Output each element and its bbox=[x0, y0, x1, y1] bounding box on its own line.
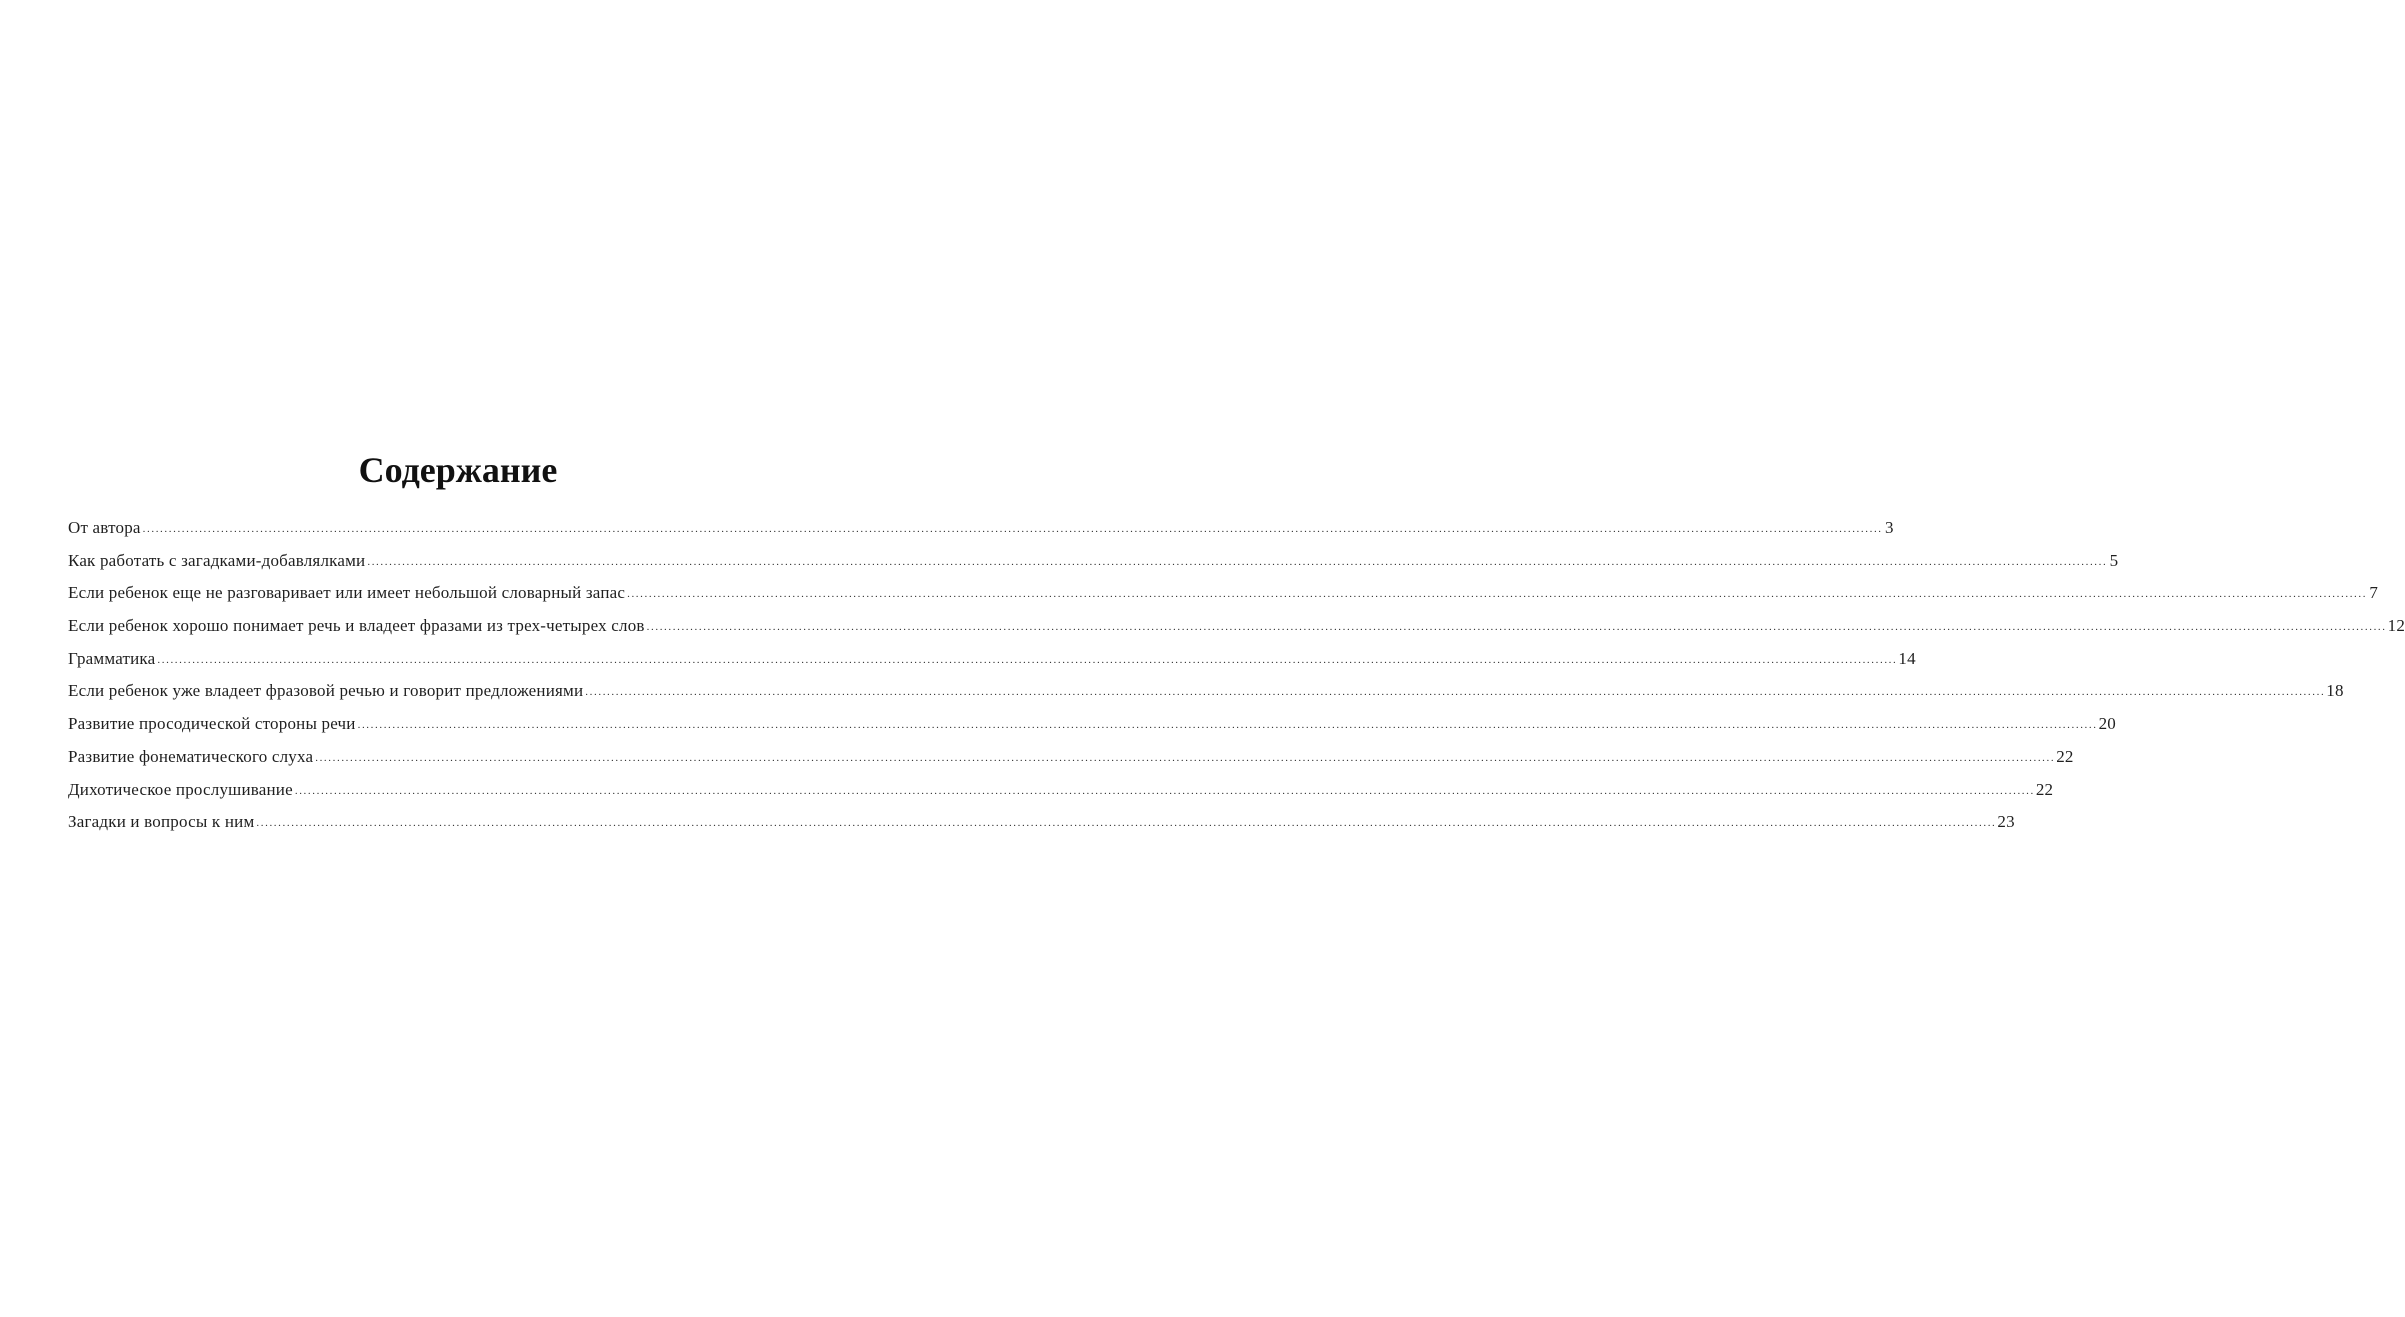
dot-leader: ................................................................................................................................................................................................................................................................................................................................................................................................................ bbox=[315, 751, 2056, 764]
toc-entry[interactable] bbox=[68, 545, 2119, 578]
toc-entry-title: Грамматика bbox=[68, 648, 156, 668]
dot-leader: ................................................................................................................................................................................................................................................................................................................................................................................................................ bbox=[627, 588, 2368, 601]
dot-leader: ................................................................................................................................................................................................................................................................................................................................................................................................................ bbox=[294, 784, 2035, 797]
dot-leader: ................................................................................................................................................................................................................................................................................................................................................................................................................ bbox=[157, 653, 1898, 666]
toc-entry[interactable] bbox=[68, 610, 2405, 643]
toc-entry-page: 22 bbox=[2056, 746, 2074, 766]
toc-entry-title: Если ребенок еще не разговаривает или имеет небольшой словарный запас bbox=[68, 583, 626, 603]
toc-entry-page: 12 bbox=[2387, 616, 2405, 636]
toc-entry-page: 20 bbox=[2098, 714, 2116, 734]
toc-entry-page: 23 bbox=[1997, 812, 2015, 832]
toc-entry-page: 14 bbox=[1898, 648, 1916, 668]
toc-entry-title: Если ребенок уже владеет фразовой речью и говорит предложениями bbox=[68, 681, 584, 701]
dot-leader: ................................................................................................................................................................................................................................................................................................................................................................................................................ bbox=[585, 686, 2326, 699]
table-of-contents bbox=[68, 512, 2405, 839]
dot-leader: ................................................................................................................................................................................................................................................................................................................................................................................................................ bbox=[142, 523, 1883, 535]
toc-entry[interactable] bbox=[68, 577, 2379, 610]
dot-leader: ................................................................................................................................................................................................................................................................................................................................................................................................................ bbox=[367, 555, 2108, 568]
toc-entry-page: 5 bbox=[2109, 550, 2119, 570]
toc-entry[interactable] bbox=[68, 774, 2054, 807]
toc-entry-title: Как работать с загадками-добавлялками bbox=[68, 550, 366, 570]
toc-entry-page: 18 bbox=[2326, 681, 2344, 701]
toc-entry[interactable] bbox=[68, 675, 2344, 708]
toc-entry-page: 22 bbox=[2035, 779, 2054, 799]
toc-entry-title: Развитие просодической стороны речи bbox=[68, 714, 356, 734]
toc-entry[interactable] bbox=[68, 741, 2074, 774]
toc-entry-page: 3 bbox=[1884, 518, 1894, 537]
toc-entry-page: 7 bbox=[2369, 583, 2379, 603]
toc-entry[interactable] bbox=[68, 806, 2015, 839]
toc-entry[interactable] bbox=[68, 643, 1916, 676]
page-title: Содержание bbox=[358, 450, 558, 490]
dot-leader: ................................................................................................................................................................................................................................................................................................................................................................................................................ bbox=[357, 719, 2098, 732]
toc-entry-title: Дихотическое прослушивание bbox=[68, 779, 293, 799]
toc-entry-title: Загадки и вопросы к ним bbox=[68, 812, 255, 832]
toc-entry[interactable] bbox=[68, 708, 2116, 741]
toc-entry[interactable] bbox=[68, 512, 1894, 545]
toc-entry-title: Развитие фонематического слуха bbox=[68, 746, 314, 766]
toc-entry-title: Если ребенок хорошо понимает речь и владеет фразами из трех-четырех слов bbox=[68, 616, 645, 636]
dot-leader: ................................................................................................................................................................................................................................................................................................................................................................................................................ bbox=[646, 621, 2387, 634]
dot-leader: ................................................................................................................................................................................................................................................................................................................................................................................................................ bbox=[256, 817, 1997, 830]
toc-entry-title: От автора bbox=[68, 518, 141, 537]
